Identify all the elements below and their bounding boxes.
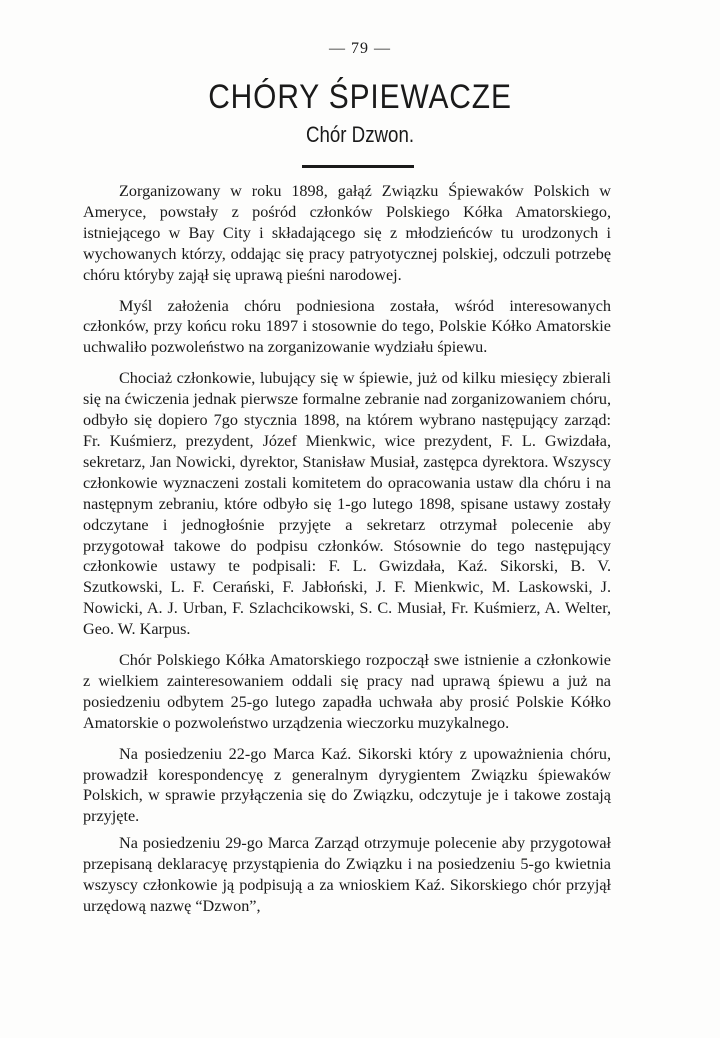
paragraph: Chociaż członkowie, lubujący się w śpiewie, już od kilku miesięcy zbierali się na ćwiczenia jednak pierwsze formalne zebranie nad zorganizowaniem chóru, odbyło się dopiero 7go stycznia 1898, na którem wybrano następujący zarząd: Fr. Kuśmierz, prezydent, Józef Mienkwic, wice prezydent, F. L. Gwizdała, sekretarz, Jan Nowicki, dyrektor, Stanisław Musiał, zastępca dyrektora. Wszyscy członkowie wyznaczeni zostali komitetem do opracowania ustaw dla chóru i na następnym zebraniu, które odbyło się 1-go lutego 1898, spisane ustawy zostały odczytane i jednogłośnie przyjęte a sekretarz otrzymał polecenie aby przygotował takowe do podpisu członków. Stósownie do tego następujący członkowie ustawy te podpisali: F. L. Gwizdała, Kaź. Sikorski, B. V. Szutkowski, L. F. Cerański, F. Jabłoński, J. F. Mienkwic, M. Laskowski, J. Nowicki, A. J. Urban, F. Szlachcikowski, S. C. Musiał, Fr. Kuśmierz, A. Welter, Geo. W. Karpus. [83, 369, 611, 639]
paragraph: Na posiedzeniu 29-go Marca Zarząd otrzymuje polecenie aby przygotował przepisaną deklaracyę przystąpienia do Związku i na posiedzeniu 5-go kwietnia wszyscy członkowie ją podpisują a za wnioskiem Kaź. Sikorskiego chór przyjął urzędową nazwę “Dzwon”, [83, 834, 611, 915]
page-title: CHÓRY ŚPIEWACZE [208, 78, 512, 116]
page-number: — 79 — [329, 40, 391, 57]
paragraph: Chór Polskiego Kółka Amatorskiego rozpoczął swe istnienie a członkowie z wielkiem zainteresowaniem oddali się pracy nad uprawą śpiewu a już na posiedzeniu odbytem 25-go lutego zapadła uchwała aby prosić Polskie Kółko Amatorskie o pozwoleństwo urządzenia wieczorku muzykalnego. [83, 651, 611, 732]
body-text [83, 181, 611, 927]
paragraph: Na posiedzeniu 22-go Marca Kaź. Sikorski który z upoważnienia chóru, prowadził korespondencyę z generalnym dyrygientem Związku śpiewaków Polskich, w sprawie przyłączenia się do Związku, odczytuje je i takowe zostają przyjęte. [83, 744, 611, 826]
paragraph: Zorganizowany w roku 1898, gałąź Związku Śpiewaków Polskich w Ameryce, powstały z pośród członków Polskiego Kółka Amatorskiego, istniejącego w Bay City i składającego się z młodzieńców tu urodzonych i wychowanych którzy, oddając się pracy patryotycznej polskiej, odczuli potrzebę chóru któryby zajął się uprawą pieśni narodowej. [83, 182, 611, 284]
paragraph: Myśl założenia chóru podniesiona została, wśród interesowanych członków, przy końcu roku 1897 i stosownie do tego, Polskie Kółko Amatorskie uchwaliło pozwoleństwo na zorganizowanie wydziału śpiewu. [83, 296, 611, 357]
title-divider [302, 165, 414, 168]
section-subtitle: Chór Dzwon. [305, 122, 415, 147]
